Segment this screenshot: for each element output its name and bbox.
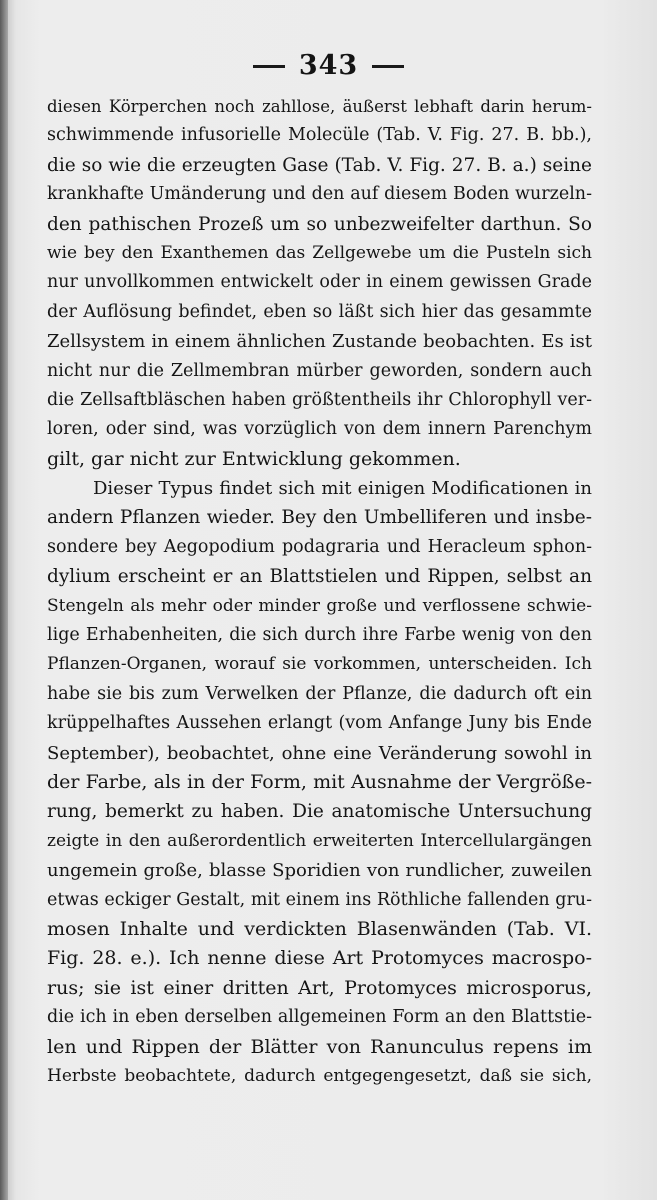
header-dash-left: [253, 65, 285, 68]
text-line: Herbste beobachtete, dadurch entgegengesetzt, daß sie sich,: [47, 1065, 592, 1086]
body-text: [47, 92, 592, 1091]
page-gutter-shadow: [0, 0, 8, 1200]
text-line: etwas eckiger Gestalt, mit einem ins Röthliche fallenden gru-: [47, 889, 592, 910]
text-line: gilt, gar nicht zur Entwicklung gekommen.: [47, 447, 461, 470]
text-line: rung, bemerkt zu haben. Die anatomische Untersuchung: [47, 801, 592, 823]
text-line: andern Pflanzen wieder. Bey den Umbelliferen und insbe-: [47, 507, 592, 529]
text-line: der Auflösung befindet, eben so läßt sich hier das gesammte: [47, 301, 592, 322]
header-dash-right: [372, 65, 404, 68]
text-line: dylium erscheint er an Blattstielen und Rippen, selbst an: [47, 566, 592, 588]
text-line: Zellsystem in einem ähnlichen Zustande beobachten. Es ist: [47, 331, 592, 353]
text-line: die ich in eben derselben allgemeinen Form an den Blattstie-: [47, 1007, 592, 1028]
text-line: habe sie bis zum Verwelken der Pflanze, die dadurch oft ein: [47, 683, 592, 704]
text-line: rus; sie ist einer dritten Art, Protomyces microsporus,: [47, 976, 592, 999]
text-line: zeigte in den außerordentlich erweiterten Intercellulargängen: [47, 830, 592, 851]
text-line: der Farbe, als in der Form, mit Ausnahme der Vergröße-: [47, 770, 592, 793]
text-line: diesen Körperchen noch zahllose, äußerst lebhaft darin herum-: [47, 97, 592, 116]
text-line: mosen Inhalte und verdickten Blasenwänden (Tab. VI.: [47, 917, 592, 940]
text-line: Stengeln als mehr oder minder große und verflossene schwie-: [47, 595, 592, 616]
page-header: [0, 50, 657, 81]
text-line: len und Rippen der Blätter von Ranunculus repens im: [47, 1035, 592, 1058]
text-line: den pathischen Prozeß um so unbezweifelter darthun. So: [47, 213, 592, 235]
text-line: die Zellsaftbläschen haben größtentheils ihr Chlorophyll ver-: [47, 389, 592, 410]
text-line: ungemein große, blasse Sporidien von rundlicher, zuweilen: [47, 860, 592, 882]
text-line: lige Erhabenheiten, die sich durch ihre Farbe wenig von den: [47, 625, 592, 646]
text-line: krüppelhaftes Aussehen erlangt (vom Anfange Juny bis Ende: [47, 713, 592, 734]
text-line: nicht nur die Zellmembran mürber geworden, sondern auch: [47, 360, 592, 381]
text-line: krankhafte Umänderung und den auf diesem Boden wurzeln-: [47, 184, 592, 205]
text-line: loren, oder sind, was vorzüglich von dem innern Parenchym: [47, 419, 592, 440]
text-line: nur unvollkommen entwickelt oder in einem gewissen Grade: [47, 272, 592, 293]
text-line: schwimmende infusorielle Molecüle (Tab. V. Fig. 27. B. bb.),: [47, 125, 592, 146]
text-line: Dieser Typus findet sich mit einigen Modificationen in: [93, 478, 592, 500]
text-line: September), beobachtet, ohne eine Veränderung sowohl in: [47, 742, 592, 764]
text-line: die so wie die erzeugten Gase (Tab. V. Fig. 27. B. a.) seine: [47, 154, 592, 176]
text-line: wie bey den Exanthemen das Zellgewebe um die Pusteln sich: [47, 242, 592, 263]
text-line: Pflanzen-Organen, worauf sie vorkommen, unterscheiden. Ich: [47, 654, 592, 675]
page-number: 343: [298, 50, 359, 81]
text-line: Fig. 28. e.). Ich nenne diese Art Protomyces macrospo-: [47, 947, 592, 970]
text-line: sondere bey Aegopodium podagraria und Heracleum sphon-: [47, 536, 592, 557]
